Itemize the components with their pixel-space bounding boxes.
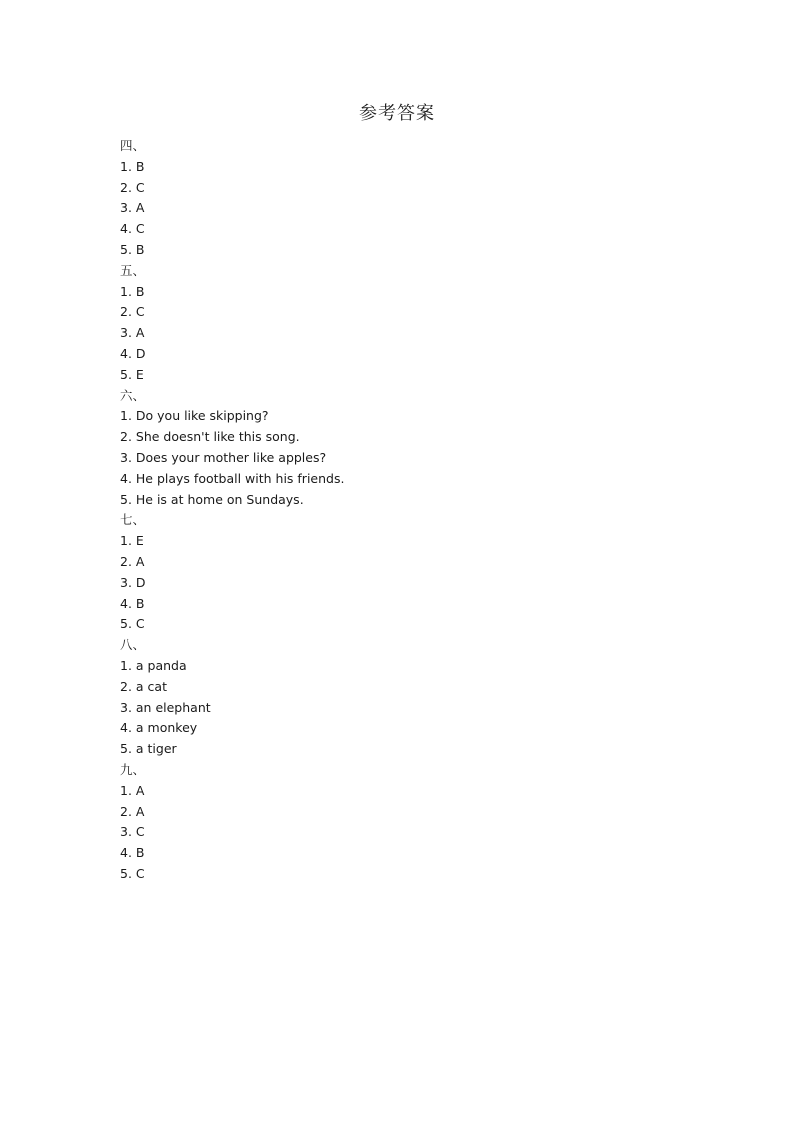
answer-item: 3. C bbox=[120, 824, 145, 840]
section-heading: 七、 bbox=[120, 512, 146, 528]
section-heading: 九、 bbox=[120, 761, 146, 777]
answer-item: 3. an elephant bbox=[120, 699, 211, 715]
answer-item: 1. A bbox=[120, 782, 145, 798]
answer-item: 2. She doesn't like this song. bbox=[120, 429, 300, 445]
answer-item: 4. B bbox=[120, 845, 145, 861]
section-heading: 四、 bbox=[120, 138, 146, 153]
answer-item: 4. D bbox=[120, 345, 146, 361]
answer-item: 1. E bbox=[120, 533, 144, 549]
answer-item: 3. A bbox=[120, 200, 145, 216]
answer-item: 2. a cat bbox=[120, 678, 167, 694]
answer-item: 5. E bbox=[120, 366, 144, 382]
section-heading: 六、 bbox=[120, 387, 146, 403]
answer-item: 3. A bbox=[120, 325, 145, 341]
answer-item: 1. Do you like skipping? bbox=[120, 408, 269, 424]
answer-item: 4. C bbox=[120, 221, 145, 237]
answer-item: 4. B bbox=[120, 595, 145, 611]
section-heading: 八、 bbox=[120, 637, 146, 653]
answer-item: 4. a monkey bbox=[120, 720, 198, 736]
answer-item: 5. B bbox=[120, 241, 145, 257]
answer-item: 5. a tiger bbox=[120, 741, 177, 757]
answer-item: 5. He is at home on Sundays. bbox=[120, 491, 304, 507]
section-heading: 五、 bbox=[120, 262, 146, 278]
answer-item: 1. a panda bbox=[120, 657, 187, 673]
answer-item: 3. D bbox=[120, 574, 146, 590]
page-title: 参考答案 bbox=[359, 103, 435, 124]
answer-item: 2. A bbox=[120, 553, 145, 569]
answer-item: 2. C bbox=[120, 179, 145, 195]
answer-item: 5. C bbox=[120, 865, 145, 881]
answer-item: 1. B bbox=[120, 283, 145, 299]
answer-list bbox=[120, 136, 680, 885]
answer-item: 2. A bbox=[120, 803, 145, 819]
answer-item: 2. C bbox=[120, 304, 145, 320]
answer-item: 1. B bbox=[120, 158, 145, 174]
answer-item: 3. Does your mother like apples? bbox=[120, 449, 327, 465]
answer-item: 4. He plays football with his friends. bbox=[120, 470, 345, 486]
answer-item: 5. C bbox=[120, 616, 145, 632]
